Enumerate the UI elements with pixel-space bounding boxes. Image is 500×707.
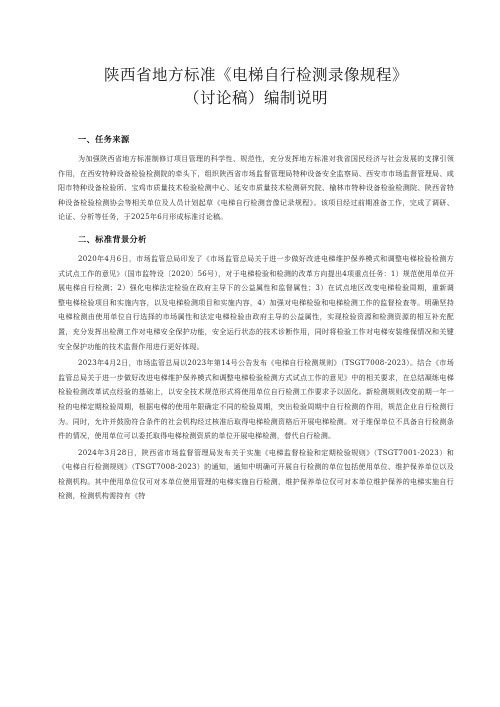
section-task-source xyxy=(58,134,454,225)
body-paragraph: 2023年4月2日，市场监管总局以2023年第14号公告发布《电梯自行检测规则》（TSGT7008-2023）。结合《市场监管总局关于进一步做好改进电梯维护保养模式和调整电梯检验检测方式试点工作的意见》中的相关要求，在总结凝练电梯检验检测改革试点经验的基础上，以安全技术规范形式将使用单位自行检测工作要求予以固化。新检测规则改变前期一年一检的电梯定期检验周期，根据电梯的使用年限确定不同的检验周期，突出检验周期中自行检测的作用，规范企业自行检测行为。同时，允许并鼓励符合条件的社会机构经过核准后取得电梯检测资格后开展电梯检测。对于维保单位不具备自行检测条件的情况，使用单位可以委托取得电梯检测资质的单位开展电梯检测，替代自行检测。 xyxy=(58,358,454,441)
document-subtitle: （讨论稿）编制说明 xyxy=(183,89,328,107)
body-paragraph: 为加强陕西省地方标准制修订项目管理的科学性、规范性，充分发挥地方标准对我省国民经济与社会发展的支撑引领作用，在西安特种设备检验检测院的牵头下，组织陕西省市场监督管理局特种设备安全监察局、西安市市场监督管理局、咸阳市特种设备检验所、宝鸡市质量技术检验检测中心、延安市质量技术检测研究院、榆林市特种设备检验检测院、陕西省特种设备检验检测协会等相关单位及人员计划起草《电梯自行检测音像记录规程》。该项目经过前期准备工作，完成了调研、论证、分析等任务，于2025年6月形成标准讨论稿。 xyxy=(58,154,454,222)
section-heading: 二、标准背景分析 xyxy=(78,233,147,244)
document-title: 陕西省地方标准《电梯自行检测录像规程》 xyxy=(103,66,408,84)
section-background xyxy=(58,234,454,504)
body-paragraph: 2020年4月6日，市场监管总局印发了《市场监管总局关于进一步做好改进电梯维护保养模式和调整电梯检验检测方式试点工作的意见》（国市监特设〔2020〕56号），对于电梯检验和检测的改革方向提出4项重点任务：1）规范使用单位开展电梯自行检测；2）强化电梯法定检验在政府主导下的公益属性和监督属性；3）在试点地区改变电梯检验周期，重新调整电梯检验项目和实施内容，以及电梯检测项目和实施内容，4）加强对电梯检验和电梯检测工作的监督检查等。明确坚持电梯检测由使用单位自行选择的市场属性和法定电梯检验由政府主导的公益属性，实现检验资源和检测资源的相互补充配置，充分发挥出检测工作对电梯安全保护功能，安全运行状态的技术诊断作用，同时将检验工作对电梯安装维保情况和关键安全保护功能的技术监督作用进行更好体现。 xyxy=(58,253,454,351)
section-heading: 一、任务来源 xyxy=(78,134,130,144)
body-paragraph: 2024年3月28日，陕西省市场监督管理局发布关于实施《电梯监督检验和定期检验规则》（TSGT7001-2023）和《电梯自行检测规则》（TSGT7008-2023）的通知，通知中明确可开展自行检测的单位包括使用单位、维护保养单位以及检测机构。其中使用单位仅可对本单位使用管理的电梯实施自行检测，维护保养单位仅可对本单位维护保养的电梯实施自行检测，检测机构需持有《特 xyxy=(58,447,454,501)
